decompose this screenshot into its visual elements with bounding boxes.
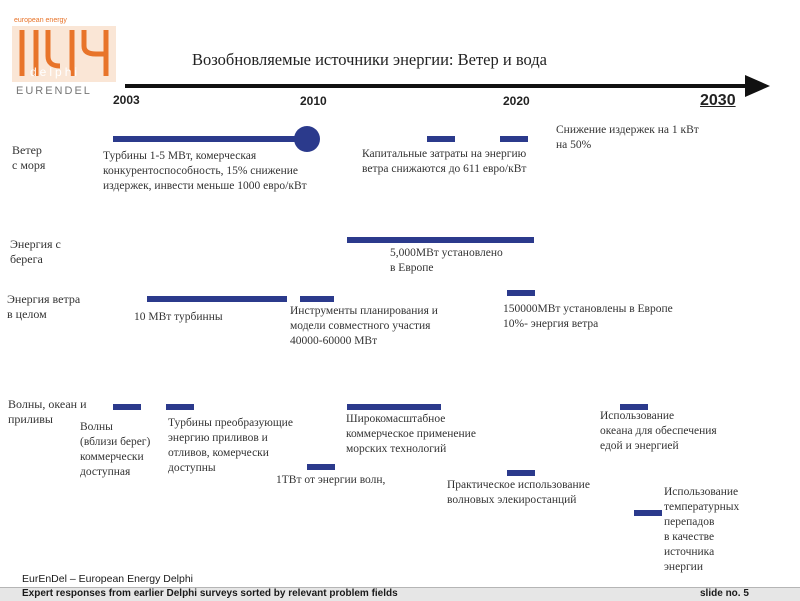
text-temperature: Использование температурных перепадов в качестве источника энергии bbox=[664, 486, 740, 573]
text-practical-use: Практическое использование волновых элекиростанций bbox=[447, 479, 590, 506]
text-turbines-10mw: 10 МВт турбинны bbox=[134, 311, 223, 323]
logo-middle-text: delphi bbox=[30, 65, 81, 79]
bar-practical-use bbox=[507, 470, 535, 476]
text-ocean-food: Использование океана для обеспечения едой и энергией bbox=[600, 410, 717, 452]
bar-offshore-turbines bbox=[113, 136, 303, 142]
bar-cost-reduction bbox=[500, 136, 528, 142]
footer-org: EurEnDel – European Energy Delphi bbox=[22, 573, 194, 585]
footer-subtitle: Expert responses from earlier Delphi surveys sorted by relevant problem fields bbox=[22, 588, 398, 599]
text-planning-tools: Инструменты планирования и модели совместного участия 40000-60000 МВт bbox=[290, 305, 438, 347]
text-large-scale: Широкомасштабное коммерческое применение морских технологий bbox=[346, 413, 476, 455]
bar-capital-costs bbox=[427, 136, 455, 142]
bar-coastal-installed bbox=[347, 237, 534, 243]
logo-top-text: european energy bbox=[14, 17, 67, 24]
text-cost-reduction: Снижение издержек на 1 кВт на 50% bbox=[556, 124, 699, 151]
bar-planning-tools bbox=[300, 296, 334, 302]
bar-turbines-10mw bbox=[147, 296, 287, 302]
bar-tw-wave bbox=[307, 464, 335, 470]
bar-tidal-turbines bbox=[166, 404, 194, 410]
text-tidal-turbines: Турбины преобразующие энергию приливов и отливов, комерчески доступны bbox=[168, 417, 293, 474]
text-capital-costs: Капитальные затраты на энергию ветра снижаются до 611 евро/кВт bbox=[362, 148, 527, 175]
category-wind-total: Энергия ветра в целом bbox=[7, 292, 81, 321]
arrow-head-icon bbox=[745, 75, 770, 97]
category-coastal-energy: Энергия с берега bbox=[10, 237, 61, 266]
slide-number: slide no. 5 bbox=[700, 588, 749, 599]
page-title: Возобновляемые источники энергии: Ветер и вода bbox=[192, 50, 547, 69]
bar-nearshore-waves bbox=[113, 404, 141, 410]
year-2003: 2003 bbox=[113, 93, 140, 107]
text-installed-5000: 5,000МВт установлено в Европе bbox=[390, 247, 503, 274]
category-offshore-wind: Ветер с моря bbox=[12, 143, 46, 172]
category-waves-ocean-tides: Волны, океан и приливы bbox=[8, 397, 87, 426]
logo-bottom-text: EURENDEL bbox=[16, 85, 92, 97]
year-2030: 2030 bbox=[700, 92, 736, 109]
bar-large-scale bbox=[347, 404, 441, 410]
text-installed-150000: 150000МВт установлены в Европе 10%- энергия ветра bbox=[503, 303, 673, 330]
year-2020: 2020 bbox=[503, 94, 530, 108]
bar-installed-150000 bbox=[507, 290, 535, 296]
text-offshore-turbines: Турбины 1-5 МВт, комерческая конкурентоспособность, 15% снижение издержек, инвести меньше 1000 евро/кВт bbox=[103, 150, 307, 192]
text-nearshore-waves: Волны (вблизи берег) коммерчески доступная bbox=[80, 421, 151, 478]
bar-temperature bbox=[634, 510, 662, 516]
year-2010: 2010 bbox=[300, 94, 327, 108]
text-tw-wave: 1ТВт от энергии волн, bbox=[276, 474, 386, 486]
